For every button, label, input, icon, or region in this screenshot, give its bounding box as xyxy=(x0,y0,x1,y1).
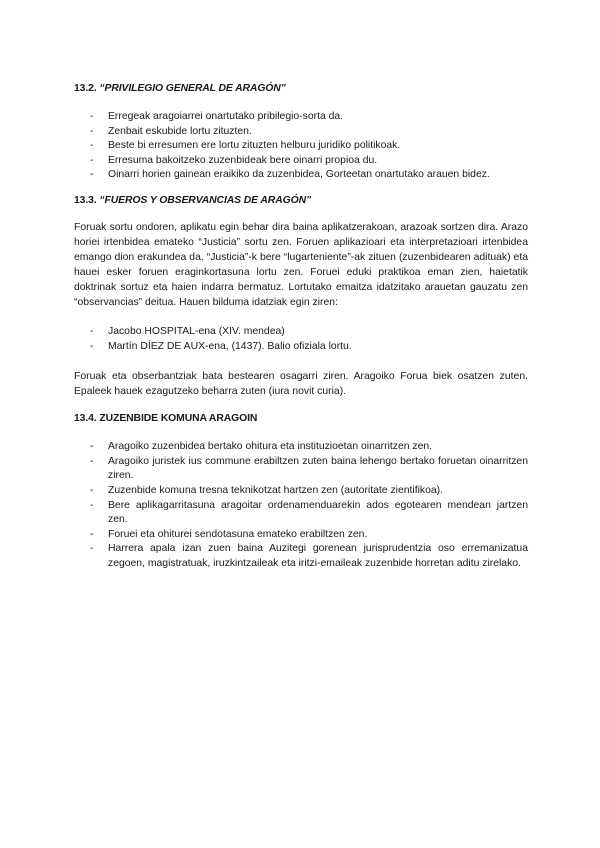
list-item xyxy=(74,455,528,484)
bullet-dash: - xyxy=(90,484,94,496)
list-item-text: Erregeak aragoiarrei onartutako pribilegio-sorta da. xyxy=(108,111,344,122)
section-heading-13-4 xyxy=(74,412,528,426)
list-item xyxy=(74,499,528,528)
bullet-dash: - xyxy=(90,441,94,453)
list-item-text: Erresuma bakoitzeko zuzenbideak bere oinarri propioa du. xyxy=(108,154,378,166)
list-item xyxy=(74,154,528,169)
list-item-text: Oinarri horien gainean eraikiko da zuzenbidea, Gorteetan onartutako arauen bidez. xyxy=(108,169,490,181)
bullet-dash: - xyxy=(90,455,94,467)
list-item xyxy=(74,168,528,183)
section-number: 13.4. xyxy=(74,413,97,425)
bullet-dash: - xyxy=(90,154,94,166)
bullet-dash: - xyxy=(90,499,94,511)
section-heading-13-2 xyxy=(74,82,528,96)
list-item xyxy=(74,325,528,340)
list-item xyxy=(74,110,528,125)
list-item xyxy=(74,542,528,571)
list-item-text: Jacobo HOSPITAL-ena (XIV. mendea) xyxy=(108,325,285,337)
bullet-list-13-2 xyxy=(74,110,528,183)
section-title: “FUEROS Y OBSERVANCIAS DE ARAGÓN” xyxy=(99,194,312,206)
list-item-text: Aragoiko juristek ius commune erabiltzen zuten baina lehengo bertako foruetan oinarritzen ziren. xyxy=(108,455,528,482)
list-item xyxy=(74,528,528,543)
list-item xyxy=(74,484,528,499)
bullet-dash: - xyxy=(90,340,94,352)
list-item-text: Zuzenbide komuna tresna teknikotzat hartzen zen (autoritate zientifikoa). xyxy=(108,484,443,496)
list-item xyxy=(74,125,528,140)
section-title: “PRIVILEGIO GENERAL DE ARAGÓN” xyxy=(99,83,286,94)
list-item xyxy=(74,340,528,355)
bullet-list-13-4 xyxy=(74,440,528,571)
bullet-dash: - xyxy=(90,528,94,540)
list-item-text: Aragoiko zuzenbidea bertako ohitura eta instituzioetan oinarritzen zen. xyxy=(108,441,433,453)
bullet-dash: - xyxy=(90,169,94,181)
bullet-list-13-3 xyxy=(74,325,528,354)
section-title: ZUZENBIDE KOMUNA ARAGOIN xyxy=(99,413,258,425)
section-number: 13.3. xyxy=(74,194,97,206)
bullet-dash: - xyxy=(90,111,94,122)
list-item xyxy=(74,440,528,455)
list-item-text: Zenbait eskubide lortu zituzten. xyxy=(108,125,252,137)
section-heading-13-3 xyxy=(74,194,528,208)
list-item-text: Martín DÍEZ DE AUX-ena, (1437). Balio ofiziala lortu. xyxy=(108,340,352,352)
list-item-text: Bere aplikagarritasuna aragoitar ordenamenduarekin ados egotearen mendean jartzen zen. xyxy=(108,499,528,526)
section-number: 13.2. xyxy=(74,83,97,94)
page-content xyxy=(74,82,528,572)
list-item-text: Foruei eta ohiturei sendotasuna emateko erabiltzen zen. xyxy=(108,528,368,540)
paragraph-justicia: Foruak sortu ondoren, aplikatu egin behar dira baina aplikatzerakoan, arazoak sortzen dira. Arazo horiei irtenbidea emateko “Justicia” sortu zen. Foruen aplikazioari eta interpretazioari irtenbidea emango dion erakundea da. “Justicia”-k bere “lugarteniente”-ak zituen (zuzenbidearen adituak) eta hauei esker foruen eraginkortasuna lortu zen. Foruei eduki praktikoa eman zien, haietatik doktrinak sortuz eta haien indarra bermatuz. Lortutako emaitza idatzitako arauetan gauzatu zen “observancias” deitua. Hauen bilduma idatziak egin ziren: xyxy=(74,221,528,308)
list-item-text: Beste bi erresumen ere lortu zituzten helburu juridiko politikoak. xyxy=(108,140,401,152)
bullet-dash: - xyxy=(90,543,94,555)
bullet-dash: - xyxy=(90,325,94,337)
paragraph-obserbantziak: Foruak eta obserbantziak bata bestearen osagarri ziren. Aragoiko Forua biek osatzen zuten. Epaleek hauek ezagutzeko beharra zuten (iura novit curia). xyxy=(74,371,528,398)
bullet-dash: - xyxy=(90,125,94,137)
list-item xyxy=(74,139,528,154)
bullet-dash: - xyxy=(90,140,94,152)
list-item-text: Harrera apala izan zuen baina Auzitegi gorenean jurisprudentzia oso erremanizatua zegoen, magistratuak, iruzkintzaileak eta iritzi-emaileak zuzenbide horretan aditu zirelako. xyxy=(108,543,528,569)
